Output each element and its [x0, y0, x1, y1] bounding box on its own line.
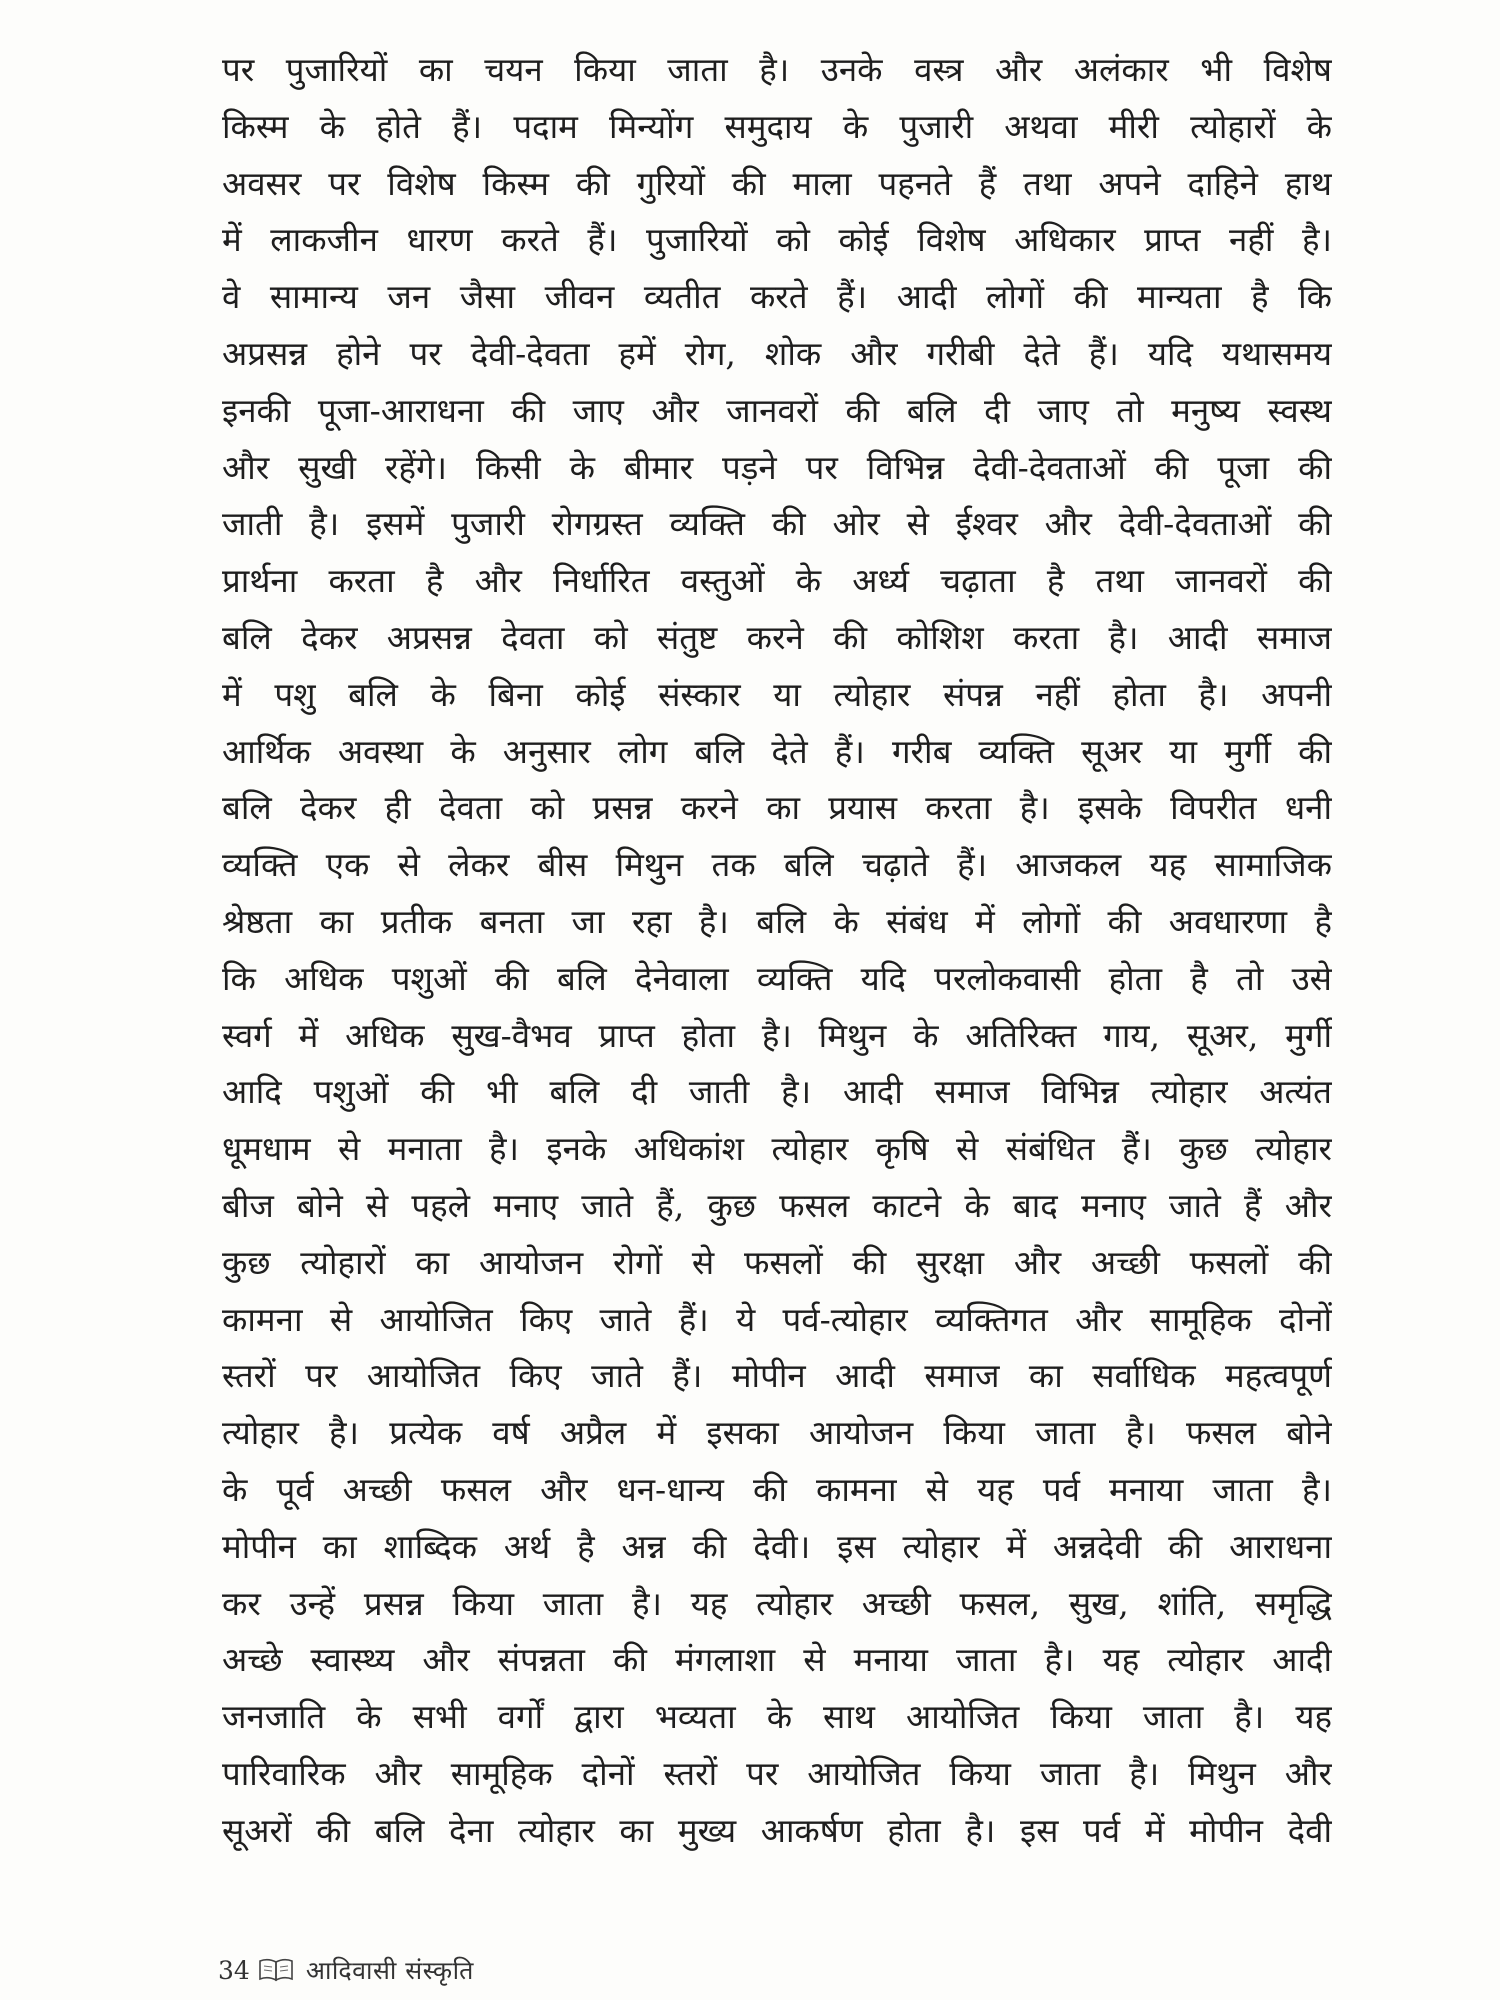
text-line: पर पुजारियों का चयन किया जाता है। उनके वस्त्र और अलंकार भी विशेष	[222, 50, 1332, 89]
text-line: अच्छे स्वास्थ्य और संपन्नता की मंगलाशा से मनाया जाता है। यह त्योहार आदी	[222, 1640, 1332, 1680]
text-line: कुछ त्योहारों का आयोजन रोगों से फसलों की सुरक्षा और अच्छी फसलों की	[222, 1242, 1332, 1282]
text-line: किस्म के होते हैं। पदाम मिन्योंग समुदाय के पुजारी अथवा मीरी त्योहारों के	[222, 106, 1332, 146]
text-line: कर उन्हें प्रसन्न किया जाता है। यह त्योहार अच्छी फसल, सुख, शांति, समृद्धि	[222, 1583, 1332, 1623]
text-line: अवसर पर विशेष किस्म की गुरियों की माला पहनते हैं तथा अपने दाहिने हाथ	[222, 163, 1332, 203]
text-line: वे सामान्य जन जैसा जीवन व्यतीत करते हैं। आदी लोगों की मान्यता है कि	[222, 277, 1332, 317]
text-line: पारिवारिक और सामूहिक दोनों स्तरों पर आयोजित किया जाता है। मिथुन और	[222, 1753, 1332, 1793]
page-number: 34	[218, 1955, 250, 1985]
text-line: कामना से आयोजित किए जाते हैं। ये पर्व-त्योहार व्यक्तिगत और सामूहिक दोनों	[222, 1299, 1332, 1339]
text-line: बलि देकर अप्रसन्न देवता को संतुष्ट करने की कोशिश करता है। आदी समाज	[222, 617, 1332, 657]
text-line: जनजाति के सभी वर्गों द्वारा भव्यता के साथ आयोजित किया जाता है। यह	[222, 1697, 1332, 1737]
text-line: व्यक्ति एक से लेकर बीस मिथुन तक बलि चढ़ाते हैं। आजकल यह सामाजिक	[222, 845, 1332, 885]
text-line: बलि देकर ही देवता को प्रसन्न करने का प्रयास करता है। इसके विपरीत धनी	[222, 788, 1332, 828]
text-line: अप्रसन्न होने पर देवी-देवता हमें रोग, शोक और गरीबी देते हैं। यदि यथासमय	[222, 333, 1332, 373]
text-line: जाती है। इसमें पुजारी रोगग्रस्त व्यक्ति की ओर से ईश्वर और देवी-देवताओं की	[222, 504, 1332, 544]
text-line: में पशु बलि के बिना कोई संस्कार या त्योहार संपन्न नहीं होता है। अपनी	[222, 674, 1332, 714]
text-line: इनकी पूजा-आराधना की जाए और जानवरों की बलि दी जाए तो मनुष्य स्वस्थ	[222, 390, 1332, 430]
text-line: कि अधिक पशुओं की बलि देनेवाला व्यक्ति यदि परलोकवासी होता है तो उसे	[222, 958, 1332, 998]
text-line: और सुखी रहेंगे। किसी के बीमार पड़ने पर विभिन्न देवी-देवताओं की पूजा की	[222, 447, 1332, 487]
text-line: सूअरों की बलि देना त्योहार का मुख्य आकर्षण होता है। इस पर्व में मोपीन देवी	[222, 1810, 1332, 1850]
text-line: आदि पशुओं की भी बलि दी जाती है। आदी समाज विभिन्न त्योहार अत्यंत	[222, 1072, 1332, 1112]
text-line: बीज बोने से पहले मनाए जाते हैं, कुछ फसल काटने के बाद मनाए जाते हैं और	[222, 1185, 1332, 1225]
running-title: आदिवासी संस्कृति	[305, 1956, 474, 1985]
open-book-icon	[258, 1957, 294, 1983]
text-line: धूमधाम से मनाता है। इनके अधिकांश त्योहार कृषि से संबंधित हैं। कुछ त्योहार	[222, 1129, 1332, 1169]
text-line: के पूर्व अच्छी फसल और धन-धान्य की कामना से यह पर्व मनाया जाता है।	[222, 1469, 1332, 1509]
text-line: स्तरों पर आयोजित किए जाते हैं। मोपीन आदी समाज का सर्वाधिक महत्वपूर्ण	[222, 1356, 1332, 1396]
text-line: मोपीन का शाब्दिक अर्थ है अन्न की देवी। इस त्योहार में अन्नदेवी की आराधना	[222, 1526, 1332, 1566]
text-line: त्योहार है। प्रत्येक वर्ष अप्रैल में इसका आयोजन किया जाता है। फसल बोने	[222, 1413, 1332, 1453]
text-line: आर्थिक अवस्था के अनुसार लोग बलि देते हैं। गरीब व्यक्ति सूअर या मुर्गी की	[222, 731, 1332, 771]
page-footer	[218, 1952, 474, 1988]
body-text	[222, 42, 1332, 1860]
text-line: श्रेष्ठता का प्रतीक बनता जा रहा है। बलि के संबंध में लोगों की अवधारणा है	[222, 901, 1332, 941]
text-line: स्वर्ग में अधिक सुख-वैभव प्राप्त होता है। मिथुन के अतिरिक्त गाय, सूअर, मुर्गी	[222, 1015, 1332, 1055]
text-line: में लाकजीन धारण करते हैं। पुजारियों को कोई विशेष अधिकार प्राप्त नहीं है।	[222, 220, 1332, 260]
text-line: प्रार्थना करता है और निर्धारित वस्तुओं के अर्ध्य चढ़ाता है तथा जानवरों की	[222, 561, 1332, 601]
